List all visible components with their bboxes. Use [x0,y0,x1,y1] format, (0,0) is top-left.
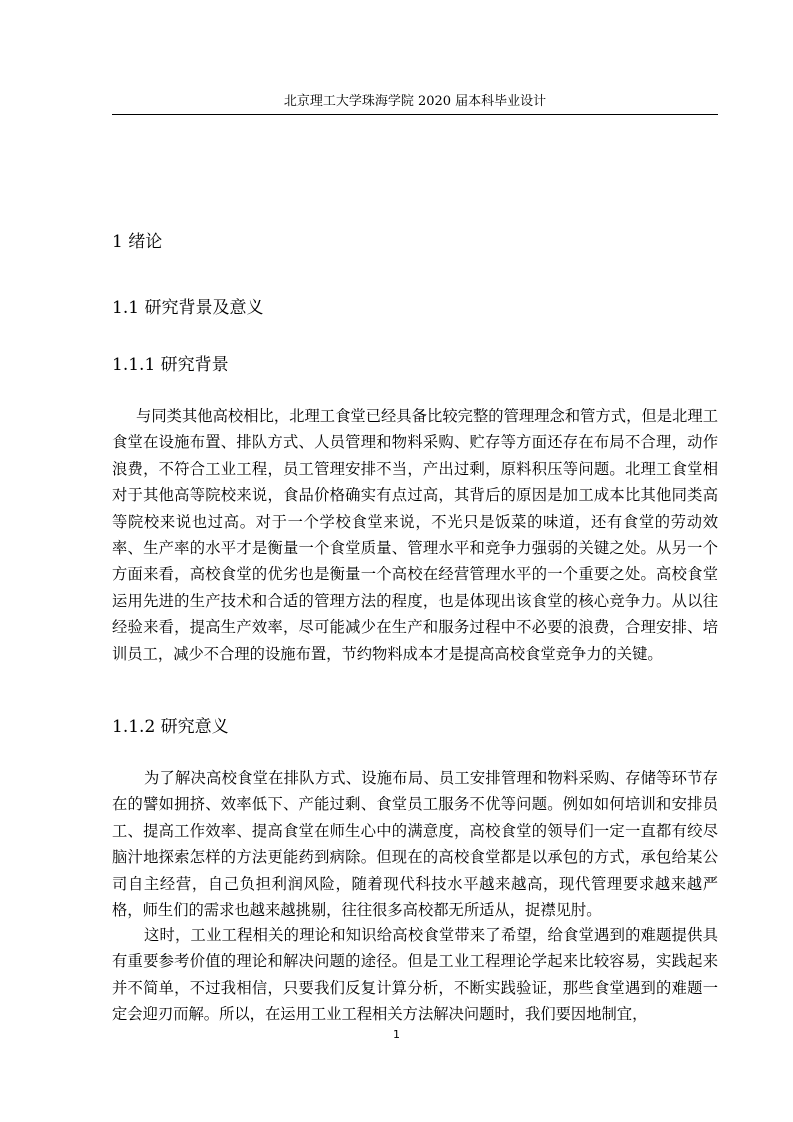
significance-paragraph-2: 这时，工业工程相关的理论和知识给高校食堂带来了希望，给食堂遇到的难题提供具有重要参考价值的理论和解决问题的途径。但是工业工程理论学起来比较容易，实践起来并不简单，不过我相信，只要我们反复计算分析，不断实践验证，那些食堂遇到的难题一定会迎刃而解。所以，在运用工业工程相关方法解决问题时，我们要因地制宜， [112,926,718,1024]
significance-paragraph-1: 为了解决高校食堂在排队方式、设施布局、员工安排管理和物料采购、存储等环节存在的譬如拥挤、效率低下、产能过剩、食堂员工服务不优等问题。例如如何培训和安排员工、提高工作效率、提高食堂在师生心中的满意度，高校食堂的领导们一定一直都有绞尽脑汁地探索怎样的方法更能药到病除。但现在的高校食堂都是以承包的方式，承包给某公司自主经营，自己负担利润风险，随着现代科技水平越来越高，现代管理要求越来越严格，师生们的需求也越来越挑剔，往往很多高校都无所适从，捉襟见肘。 [112,769,718,920]
page-header: 北京理工大学珠海学院 2020 届本科毕业设计 [112,94,718,115]
section-title: 1.1 研究背景及意义 [112,298,264,318]
page-number: 1 [393,1028,400,1041]
subsection-significance-title: 1.1.2 研究意义 [112,717,229,737]
chapter-title: 1 绪论 [112,232,163,252]
background-paragraph: 与同类其他高校相比，北理工食堂已经具备比较完整的管理理念和管方式，但是北理工食堂在设施布置、排队方式、人员管理和物料采购、贮存等方面还存在布局不合理，动作浪费，不符合工业工程，员工管理安排不当，产出过剩，原料积压等问题。北理工食堂相对于其他高等院校来说，食品价格确实有点过高，其背后的原因是加工成本比其他同类高等院校来说也过高。对于一个学校食堂来说，不光只是饭菜的味道，还有食堂的劳动效率、生产率的水平才是衡量一个食堂质量、管理水平和竞争力强弱的关键之处。从另一个方面来看，高校食堂的优劣也是衡量一个高校在经营管理水平的一个重要之处。高校食堂运用先进的生产技术和合适的管理方法的程度，也是体现出该食堂的核心竞争力。从以往经验来看，提高生产效率，尽可能减少在生产和服务过程中不必要的浪费，合理安排、培训员工，减少不合理的设施布置，节约物料成本才是提高高校食堂竞争力的关键。 [112,407,718,663]
subsection-background-title: 1.1.1 研究背景 [112,355,229,375]
